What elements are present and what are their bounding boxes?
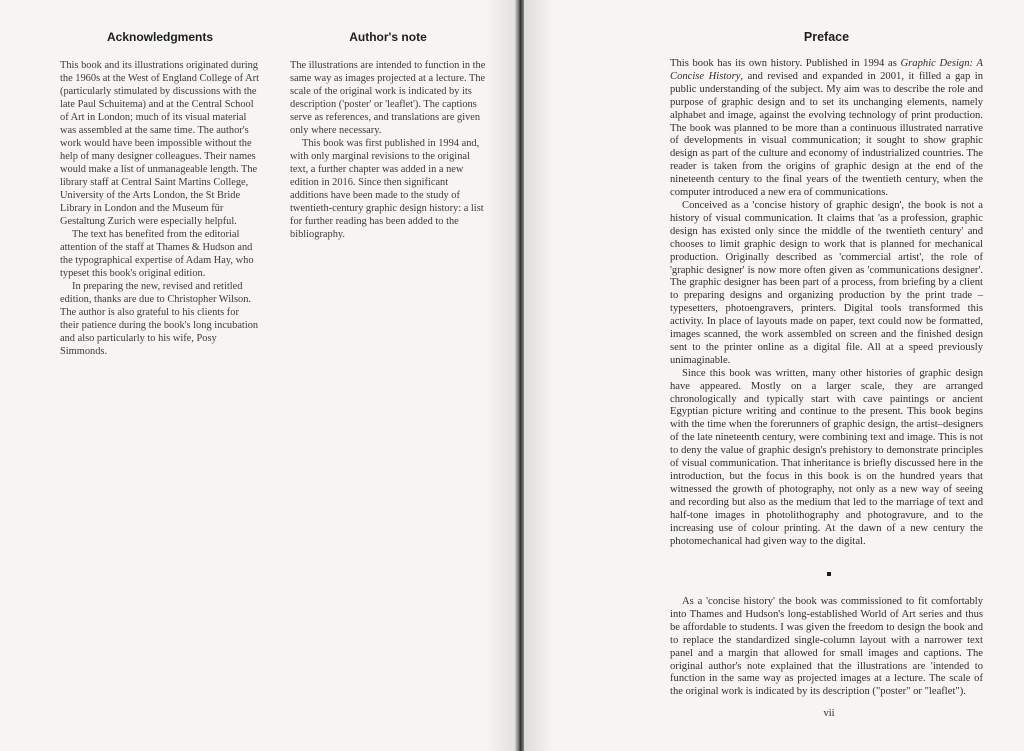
acknowledgments-text xyxy=(60,59,260,358)
preface-continued-text xyxy=(670,596,983,699)
right-page xyxy=(524,0,1024,751)
authors-note-paragraph: This book was first published in 1994 and, with only marginal revisions to the original text, a further chapter was added in a new edition in 2016. Since then significant additions have been made to the study of twentieth-century graphic design history: a list for further reading has been added to the bibliography. xyxy=(290,138,484,240)
preface-text-run: , and revised and expanded in 2001, it filled a gap in public understanding of the subject. My aim was to describe the role and purpose of graphic design and to set its unchanging elements, namely alphabet and image, against the evolving technology of print production. The book was planned to be more than a continuous illustrated narrative of developments in visual communication; it sought to show graphic design as part of the culture and economy of industrialized countries. The reader is taken from the origins of graphic design at the end of the nineteenth century to the final years of the twentieth century, when the computer introduced a new era of communications. xyxy=(670,70,983,199)
preface-paragraph xyxy=(670,58,983,200)
preface-paragraph: Since this book was written, many other histories of graphic design have appeared. Mostly on a larger scale, they are arranged chronologically and typically start with cave paintings or ancient Egyptian picture writing and continue to the present. This book begins with the time when the forerunners of graphic design, the artist–designers of the late nineteenth century, were combining text and image. This is not to deny the value of graphic design's prehistory to demonstrate principles of visual communication. That inheritance is briefly discussed here in the introduction, but the focus in this book is on the hundred years that witnessed the growth of photography, not only as a new way of seeing and recording but also as the medium that led to the marriage of text and half-tone images in photolithography and photogravure, and to the increasing use of colour printing. At the dawn of a new century the photomechanical had given way to the digital. xyxy=(670,367,983,547)
preface-paragraph: As a 'concise history' the book was commissioned to fit comfortably into Thames and Hudson's long-established World of Art series and thus be affordable to students. I was given the freedom to design the book and to replace the standardized single-column layout with a narrower text panel and a margin that allowed for small images and captions. The original author's note explained that the illustrations are 'intended to function in the same way as projected images at a lecture. The scale of the original work is indicated by its description ("poster" or "leaflet"). xyxy=(670,596,983,698)
authors-note-heading: Author's note xyxy=(349,30,427,44)
acknowledgments-heading: Acknowledgments xyxy=(106,30,214,44)
book-gutter xyxy=(515,0,524,751)
section-divider-bullet xyxy=(827,572,831,576)
acknowledgments-paragraph: This book and its illustrations originated during the 1960s at the West of England College of Art (particularly stimulated by discussions with the late Paul Schuitema) and at the Central School of Art in London; much of its visual material was assembled at the same time. The author's work would have been impossible without the help of many designer colleagues. Their names would make a list of unmanageable length. The library staff at Central Saint Martins College, University of the Arts London, the St Bride Library in London and the Museum für Gestaltung Zurich were especially helpful. xyxy=(60,60,259,227)
preface-heading: Preface xyxy=(803,30,850,44)
preface-paragraph: Conceived as a 'concise history of graphic design', the book is not a history of visual communication. It claims that 'as a profession, graphic design has existed only since the middle of the twentieth century' and chooses to limit graphic design to work that is planned for mechanical production. Originally described as 'commercial artist', the role of 'graphic designer' is now more often given as 'communications designer'. The graphic designer has been part of a process, from briefing by a client to preparing designs and organizing production by the print trade – typesetters, photoengravers, printers. Digital tools transformed this activity. In place of layouts made on paper, text could now be formatted, images scanned, the work assembled on screen and the finished design sent to the printer online as a digital file. All at a speed previously unimaginable. xyxy=(670,199,983,366)
acknowledgments-paragraph: The text has benefited from the editorial attention of the staff at Thames & Hudson and the typographical expertise of Adam Hay, who typeset this book's original edition. xyxy=(60,229,254,279)
page-number: vii xyxy=(823,708,835,719)
acknowledgments-paragraph: In preparing the new, revised and retitled edition, thanks are due to Christopher Wilson. The author is also grateful to his clients for their patience during the book's long incubation and also particularly to his wife, Posy Simmonds. xyxy=(60,281,259,357)
preface-text xyxy=(670,58,983,548)
authors-note-paragraph: The illustrations are intended to function in the same way as images projected at a lecture. The scale of the original work is indicated by its description ('poster' or 'leaflet'). The captions serve as references, and translations are given only where necessary. xyxy=(290,60,486,136)
preface-text-run: This book has its own history. Published in 1994 as xyxy=(670,58,901,69)
book-title: Graphic Design: A Concise History xyxy=(670,58,983,82)
authors-note-text xyxy=(290,59,486,241)
